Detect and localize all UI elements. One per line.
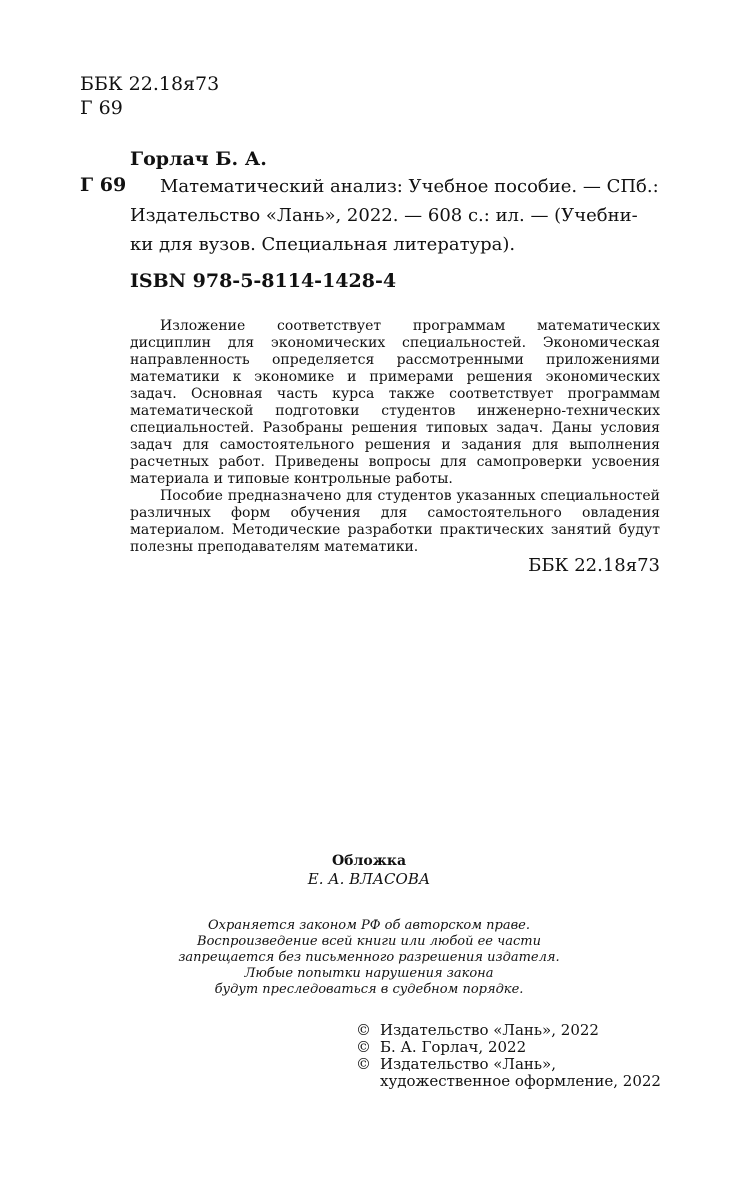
copyright-line — [356, 1039, 661, 1056]
rights-notice — [0, 918, 738, 998]
author-name: Горлач Б. А. — [130, 148, 267, 170]
author-sign-top: Г 69 — [80, 97, 123, 119]
cover-heading: Обложка — [331, 853, 407, 869]
rights-line: Воспроизведение всей книги или любой ее части — [197, 934, 541, 949]
description-line: Математический анализ: Учебное пособие. — СПб.: — [160, 176, 659, 197]
rights-line: запрещается без письменного разрешения издателя. — [178, 950, 560, 965]
copyright-block — [356, 1022, 661, 1090]
bbk-classification — [80, 72, 219, 120]
copyright-text: художественное оформление, 2022 — [380, 1072, 661, 1090]
copyright-line — [356, 1056, 661, 1073]
rights-line: будут преследоваться в судебном порядке. — [214, 982, 524, 997]
author-sign: Г 69 — [80, 174, 127, 196]
abstract-paragraph: Пособие предназначено для студентов указанных специальностей различных форм обучения для самостоятельного овладения материалом. Методические разработки практических занятий будут полезны преподавателям математики. — [130, 488, 660, 555]
rights-line: Охраняется законом РФ об авторском праве. — [208, 918, 530, 933]
rights-line: Любые попытки нарушения закона — [244, 966, 494, 981]
description-line: ки для вузов. Специальная литература). — [130, 234, 516, 255]
bibliographic-description — [130, 172, 670, 259]
abstract-paragraph: Изложение соответствует программам математических дисциплин для экономических специальностей. Экономическая направленность определяется рассмотренными приложениями математики к экономике и примерами решения экономических задач. Основная часть курса также соответствует программам математической подготовки студентов инженерно-технических специальностей. Разобраны решения типовых задач. Даны условия задач для самостоятельного решения и задания для выполнения расчетных работ. Приведены вопросы для самопроверки усвоения материала и типовые контрольные работы. — [130, 318, 660, 487]
abstract — [130, 318, 660, 556]
copyright-text: Издательство «Лань», — [380, 1055, 557, 1073]
isbn: ISBN 978-5-8114-1428-4 — [130, 270, 397, 292]
copyright-line — [356, 1022, 661, 1039]
copyright-text: Издательство «Лань», 2022 — [380, 1021, 599, 1039]
copyright-symbol: © — [356, 1038, 371, 1056]
copyright-line — [356, 1073, 661, 1090]
copyright-symbol: © — [356, 1055, 371, 1073]
copyright-symbol — [356, 1073, 380, 1090]
copyright-text: Б. А. Горлач, 2022 — [380, 1038, 527, 1056]
copyright-symbol: © — [356, 1021, 371, 1039]
cover-credit — [0, 852, 738, 888]
description-line: Издательство «Лань», 2022. — 608 с.: ил. — (Учебни- — [130, 205, 638, 226]
cover-designer: Е. А. ВЛАСОВА — [307, 870, 431, 888]
bbk-code: ББК 22.18я73 — [80, 73, 220, 95]
bbk-code-bottom: ББК 22.18я73 — [528, 555, 660, 576]
